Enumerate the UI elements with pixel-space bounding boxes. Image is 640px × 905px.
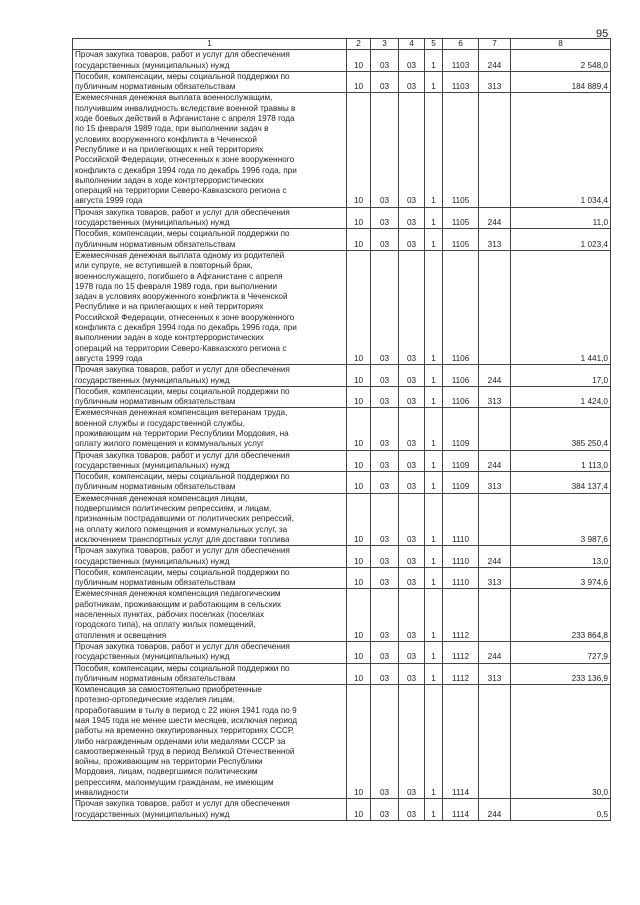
row-amount: 727,9	[511, 641, 611, 663]
row-description: Прочая закупка товаров, работ и услуг для обеспечения государственных (муниципальных) нужд	[73, 641, 347, 663]
row-amount: 11,0	[511, 207, 611, 229]
row-description: Пособия, компенсации, меры социальной поддержки по публичным нормативным обязательствам	[73, 229, 347, 251]
row-code-c2: 10	[347, 386, 371, 408]
row-code-c3: 03	[371, 229, 399, 251]
row-code-c2: 10	[347, 546, 371, 568]
row-code-c3: 03	[371, 472, 399, 494]
row-code-c2: 10	[347, 567, 371, 589]
row-amount: 3 974,6	[511, 567, 611, 589]
row-code-c4: 03	[399, 386, 425, 408]
row-code-c5: 1	[425, 493, 443, 545]
table-row	[73, 365, 611, 387]
row-code-c2: 10	[347, 365, 371, 387]
row-code-c2: 10	[347, 493, 371, 545]
row-code-c5: 1	[425, 472, 443, 494]
row-code-c4: 03	[399, 589, 425, 641]
row-code-c2: 10	[347, 207, 371, 229]
column-header: 1	[73, 39, 347, 50]
table-row	[73, 408, 611, 450]
row-description: Прочая закупка товаров, работ и услуг для обеспечения государственных (муниципальных) нужд	[73, 365, 347, 387]
table-row	[73, 386, 611, 408]
row-code-c4: 03	[399, 472, 425, 494]
row-code-c4: 03	[399, 567, 425, 589]
row-code-c3: 03	[371, 641, 399, 663]
row-code-c4: 03	[399, 493, 425, 545]
row-code-c6: 1105	[443, 229, 479, 251]
row-code-c4: 03	[399, 229, 425, 251]
row-description: Пособия, компенсации, меры социальной поддержки по публичным нормативным обязательствам	[73, 567, 347, 589]
row-code-c7: 244	[479, 207, 511, 229]
column-header: 6	[443, 39, 479, 50]
row-code-c6: 1103	[443, 71, 479, 93]
table-row	[73, 207, 611, 229]
row-code-c6: 1106	[443, 250, 479, 364]
row-code-c3: 03	[371, 50, 399, 72]
row-code-c7: 244	[479, 365, 511, 387]
row-description: Ежемесячная денежная выплата одному из родителей или супруге, не вступившей в повторный брак, военнослужащего, погибшего в Афганистане с апреля 1978 года по 15 февраля 1989 года, при выполнении задач в условиях вооруженного конфликта в Чеченской Республике и на прилегающих к ней территориях Российской Федерации, отнесенных к зоне вооруженного конфликта с декабря 1994 года по декабрь 1996 года, при выполнении задач в ходе контртеррористических операций на территории Северо-Кавказского региона с августа 1999 года	[73, 250, 347, 364]
row-code-c5: 1	[425, 229, 443, 251]
row-code-c2: 10	[347, 472, 371, 494]
row-description: Ежемесячная денежная компенсация педагогическим работникам, проживающим и работающим в сельских населенных пунктах, рабочих поселках (поселках городского типа), на оплату жилых помещений, отопления и освещения	[73, 589, 347, 641]
row-code-c3: 03	[371, 567, 399, 589]
column-header: 5	[425, 39, 443, 50]
row-code-c6: 1106	[443, 386, 479, 408]
row-code-c5: 1	[425, 567, 443, 589]
table-row	[73, 50, 611, 72]
row-description: Компенсация за самостоятельно приобретенные протезно-ортопедические изделия лицам, проработавшим в тылу в период с 22 июня 1941 года по 9 мая 1945 года не менее шести месяцев, исключая период работы на временно оккупированных территориях СССР, либо награжденным орденами или медалями СССР за самоотверженный труд в период Великой Отечественной войны, проживающим на территории Республики Мордовия, лицам, подвергшимся политическим репрессиям, малоимущим гражданам, не имеющим инвалидности	[73, 685, 347, 799]
row-code-c4: 03	[399, 546, 425, 568]
row-code-c5: 1	[425, 589, 443, 641]
row-code-c3: 03	[371, 207, 399, 229]
row-code-c7: 244	[479, 641, 511, 663]
row-description: Прочая закупка товаров, работ и услуг для обеспечения государственных (муниципальных) нужд	[73, 450, 347, 472]
row-code-c3: 03	[371, 250, 399, 364]
row-code-c6: 1110	[443, 546, 479, 568]
row-code-c6: 1109	[443, 472, 479, 494]
row-code-c5: 1	[425, 663, 443, 685]
row-code-c7: 313	[479, 472, 511, 494]
table-row	[73, 799, 611, 821]
row-code-c3: 03	[371, 93, 399, 207]
row-code-c6: 1103	[443, 50, 479, 72]
row-code-c3: 03	[371, 493, 399, 545]
row-code-c5: 1	[425, 450, 443, 472]
row-code-c3: 03	[371, 71, 399, 93]
table-row	[73, 546, 611, 568]
row-code-c5: 1	[425, 641, 443, 663]
row-code-c6: 1114	[443, 799, 479, 821]
row-code-c3: 03	[371, 663, 399, 685]
budget-table	[72, 38, 611, 821]
row-code-c2: 10	[347, 685, 371, 799]
table-row	[73, 450, 611, 472]
row-description: Прочая закупка товаров, работ и услуг для обеспечения государственных (муниципальных) нужд	[73, 546, 347, 568]
row-code-c2: 10	[347, 71, 371, 93]
table-row	[73, 71, 611, 93]
column-header: 4	[399, 39, 425, 50]
table-row	[73, 229, 611, 251]
table-row	[73, 663, 611, 685]
row-code-c6: 1110	[443, 493, 479, 545]
row-code-c5: 1	[425, 546, 443, 568]
row-code-c6: 1110	[443, 567, 479, 589]
row-code-c4: 03	[399, 50, 425, 72]
row-code-c2: 10	[347, 589, 371, 641]
row-code-c7: 313	[479, 663, 511, 685]
row-code-c7	[479, 493, 511, 545]
row-code-c4: 03	[399, 641, 425, 663]
row-code-c7: 313	[479, 71, 511, 93]
row-code-c6: 1112	[443, 663, 479, 685]
row-code-c7	[479, 408, 511, 450]
row-amount: 233 136,9	[511, 663, 611, 685]
row-amount: 13,0	[511, 546, 611, 568]
row-code-c3: 03	[371, 365, 399, 387]
row-amount: 0,5	[511, 799, 611, 821]
row-code-c2: 10	[347, 663, 371, 685]
row-code-c5: 1	[425, 799, 443, 821]
row-code-c6: 1114	[443, 685, 479, 799]
row-code-c2: 10	[347, 799, 371, 821]
row-code-c4: 03	[399, 207, 425, 229]
row-code-c2: 10	[347, 250, 371, 364]
row-description: Пособия, компенсации, меры социальной поддержки по публичным нормативным обязательствам	[73, 386, 347, 408]
row-code-c6: 1112	[443, 641, 479, 663]
row-code-c2: 10	[347, 641, 371, 663]
table-row	[73, 493, 611, 545]
row-code-c3: 03	[371, 386, 399, 408]
row-code-c6: 1112	[443, 589, 479, 641]
row-code-c5: 1	[425, 71, 443, 93]
column-header: 2	[347, 39, 371, 50]
row-amount: 3 987,6	[511, 493, 611, 545]
row-code-c4: 03	[399, 799, 425, 821]
table-header-row	[73, 39, 611, 50]
row-code-c7	[479, 93, 511, 207]
row-code-c5: 1	[425, 207, 443, 229]
row-amount: 1 441,0	[511, 250, 611, 364]
row-description: Пособия, компенсации, меры социальной поддержки по публичным нормативным обязательствам	[73, 663, 347, 685]
row-code-c7: 313	[479, 229, 511, 251]
row-amount: 184 889,4	[511, 71, 611, 93]
row-description: Пособия, компенсации, меры социальной поддержки по публичным нормативным обязательствам	[73, 71, 347, 93]
row-amount: 1 113,0	[511, 450, 611, 472]
row-code-c5: 1	[425, 408, 443, 450]
row-code-c4: 03	[399, 663, 425, 685]
table-body	[73, 50, 611, 821]
row-code-c5: 1	[425, 386, 443, 408]
row-description: Пособия, компенсации, меры социальной поддержки по публичным нормативным обязательствам	[73, 472, 347, 494]
row-code-c7	[479, 685, 511, 799]
row-code-c6: 1106	[443, 365, 479, 387]
table-row	[73, 567, 611, 589]
row-amount: 233 864,8	[511, 589, 611, 641]
row-code-c3: 03	[371, 450, 399, 472]
row-code-c7: 244	[479, 450, 511, 472]
row-amount: 2 548,0	[511, 50, 611, 72]
row-description: Ежемесячная денежная компенсация ветеранам труда, военной службы и государственной службы, проживающим на территории Республики Мордовия, на оплату жилого помещения и коммунальных услуг	[73, 408, 347, 450]
row-description: Ежемесячная денежная выплата военнослужащим, получившим инвалидность вследствие военной травмы в ходе боевых действий в Афганистане с апреля 1978 года по 15 февраля 1989 года, при выполнении задач в условиях вооруженного конфликта в Чеченской Республике и на прилегающих к ней территориях Российской Федерации, отнесенных к зоне вооруженного конфликта с декабря 1994 года по декабрь 1996 года, при выполнении задач в ходе контртеррористических операций на территории Северо-Кавказского региона с августа 1999 года	[73, 93, 347, 207]
row-description: Прочая закупка товаров, работ и услуг для обеспечения государственных (муниципальных) нужд	[73, 799, 347, 821]
row-amount: 385 250,4	[511, 408, 611, 450]
row-code-c2: 10	[347, 93, 371, 207]
page-number: 95	[596, 28, 609, 40]
row-code-c2: 10	[347, 50, 371, 72]
row-code-c7: 313	[479, 386, 511, 408]
table-row	[73, 472, 611, 494]
row-code-c7	[479, 250, 511, 364]
row-code-c6: 1105	[443, 207, 479, 229]
row-code-c4: 03	[399, 365, 425, 387]
row-amount: 1 034,4	[511, 93, 611, 207]
row-description: Ежемесячная денежная компенсация лицам, подвергшимся политическим репрессиям, и лицам, признанным пострадавшими от политических репрессий, на оплату жилого помещения и коммунальных услуг, за исключением транспортных услуг для доставки топлива	[73, 493, 347, 545]
row-code-c6: 1109	[443, 408, 479, 450]
row-code-c7: 244	[479, 799, 511, 821]
row-code-c2: 10	[347, 408, 371, 450]
row-code-c4: 03	[399, 71, 425, 93]
row-code-c2: 10	[347, 229, 371, 251]
row-code-c3: 03	[371, 589, 399, 641]
row-code-c3: 03	[371, 408, 399, 450]
row-amount: 1 424,0	[511, 386, 611, 408]
row-code-c4: 03	[399, 685, 425, 799]
row-description: Прочая закупка товаров, работ и услуг для обеспечения государственных (муниципальных) нужд	[73, 50, 347, 72]
row-code-c3: 03	[371, 685, 399, 799]
row-code-c4: 03	[399, 450, 425, 472]
row-code-c5: 1	[425, 250, 443, 364]
row-code-c4: 03	[399, 250, 425, 364]
row-code-c5: 1	[425, 93, 443, 207]
row-code-c4: 03	[399, 93, 425, 207]
row-code-c7: 313	[479, 567, 511, 589]
row-amount: 1 023,4	[511, 229, 611, 251]
row-amount: 17,0	[511, 365, 611, 387]
row-code-c7: 244	[479, 50, 511, 72]
table-row	[73, 685, 611, 799]
table-row	[73, 589, 611, 641]
column-header: 7	[479, 39, 511, 50]
row-code-c7	[479, 589, 511, 641]
row-code-c5: 1	[425, 685, 443, 799]
row-code-c2: 10	[347, 450, 371, 472]
row-code-c5: 1	[425, 365, 443, 387]
row-code-c6: 1109	[443, 450, 479, 472]
row-amount: 30,0	[511, 685, 611, 799]
row-description: Прочая закупка товаров, работ и услуг для обеспечения государственных (муниципальных) нужд	[73, 207, 347, 229]
row-code-c3: 03	[371, 799, 399, 821]
table-row	[73, 93, 611, 207]
row-code-c4: 03	[399, 408, 425, 450]
row-amount: 384 137,4	[511, 472, 611, 494]
column-header: 8	[511, 39, 611, 50]
row-code-c3: 03	[371, 546, 399, 568]
table-row	[73, 641, 611, 663]
table-row	[73, 250, 611, 364]
column-header: 3	[371, 39, 399, 50]
row-code-c6: 1105	[443, 93, 479, 207]
row-code-c5: 1	[425, 50, 443, 72]
row-code-c7: 244	[479, 546, 511, 568]
